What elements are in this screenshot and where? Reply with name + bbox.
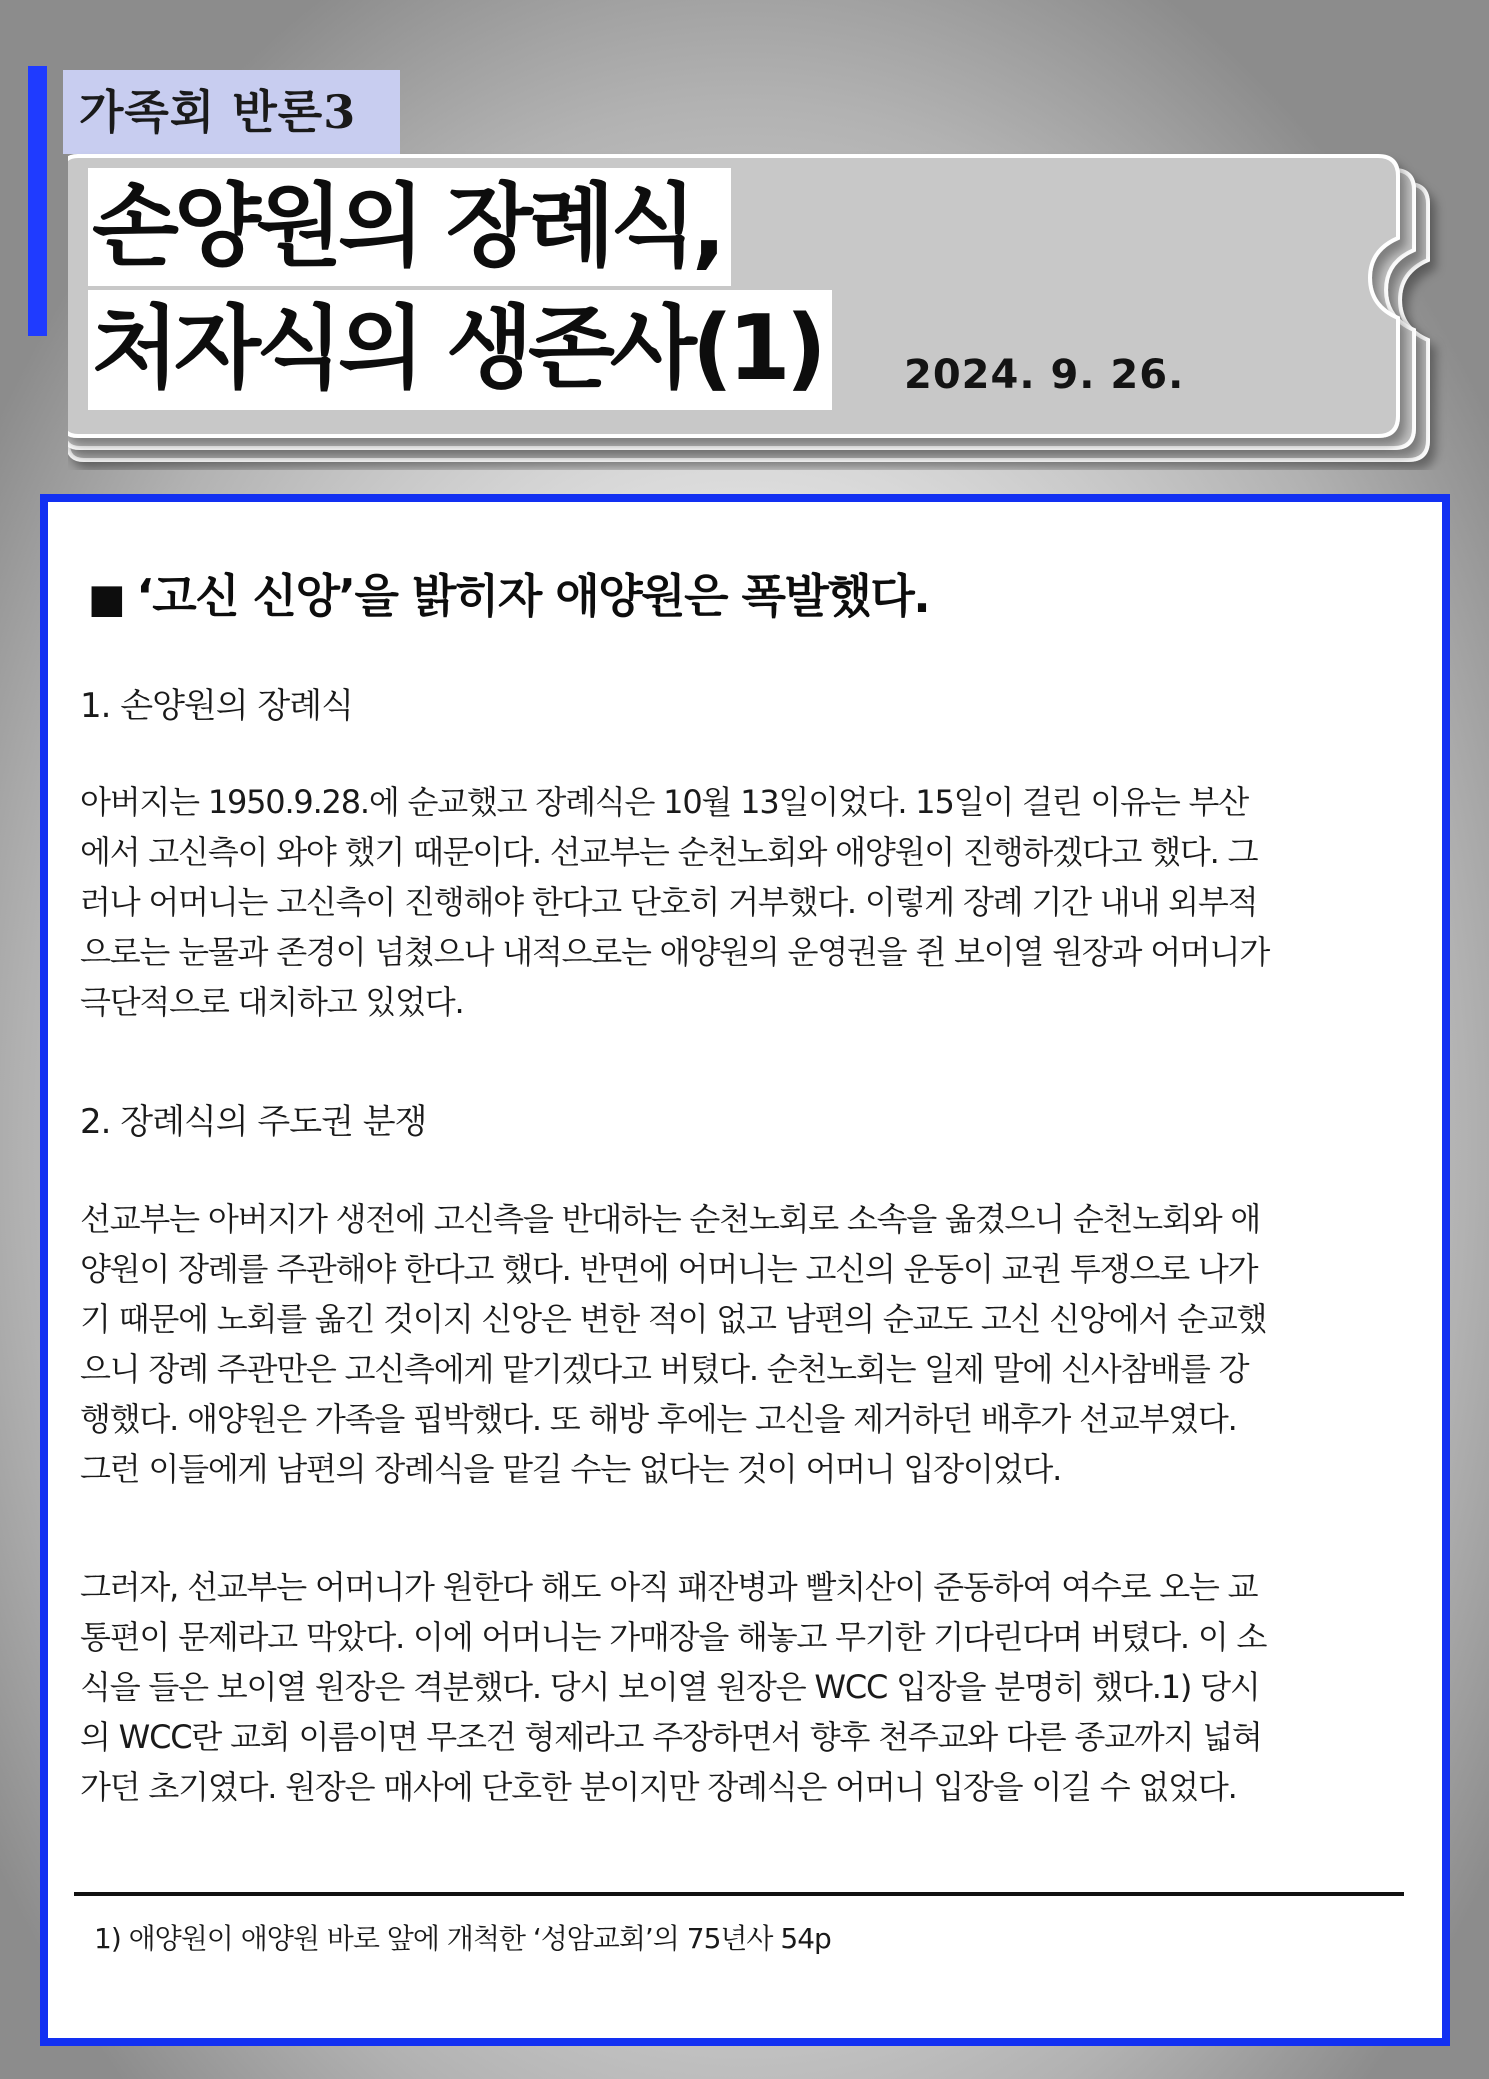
paragraph-line: 통편이 문제라고 막았다. 이에 어머니는 가매장을 해놓고 무기한 기다린다며 버텼다. 이 소 bbox=[80, 1618, 1267, 1656]
section1-title: 1. 손양원의 장례식 bbox=[80, 686, 353, 726]
paragraph-line: 그런 이들에게 남편의 장례식을 맡길 수는 없다는 것이 어머니 입장이었다. bbox=[80, 1450, 1062, 1488]
paragraph-line: 선교부는 아버지가 생전에 고신측을 반대하는 순천노회로 소속을 옮겼으니 순천노회와 애 bbox=[80, 1200, 1261, 1238]
title-line-2: 처자식의 생존사(1) bbox=[88, 290, 832, 410]
accent-bar bbox=[28, 66, 47, 336]
paragraph-line: 으니 장례 주관만은 고신측에게 맡기겠다고 버텼다. 순천노회는 일제 말에 신사참배를 강 bbox=[80, 1350, 1249, 1388]
section2-paragraph-2 bbox=[80, 1562, 1420, 1812]
section1-paragraph bbox=[80, 777, 1420, 1027]
section2-paragraph-1 bbox=[80, 1194, 1420, 1494]
publish-date: 2024. 9. 26. bbox=[904, 352, 1185, 398]
paragraph-line: 식을 들은 보이열 원장은 격분했다. 당시 보이열 원장은 WCC 입장을 분명히 했다.1) 당시 bbox=[80, 1668, 1260, 1706]
footnote: 1) 애양원이 애양원 바로 앞에 개척한 ‘성암교회’의 75년사 54p bbox=[94, 1922, 831, 1955]
series-label: 가족회 반론3 bbox=[63, 70, 400, 154]
section2-title: 2. 장례식의 주도권 분쟁 bbox=[80, 1102, 427, 1142]
paragraph-line: 으로는 눈물과 존경이 넘쳤으나 내적으로는 애양원의 운영권을 쥔 보이열 원장과 어머니가 bbox=[80, 933, 1270, 971]
content-box bbox=[40, 494, 1450, 2046]
paragraph-line: 아버지는 1950.9.28.에 순교했고 장례식은 10월 13일이었다. 15일이 걸린 이유는 부산 bbox=[80, 783, 1248, 821]
heading-square-marker: ■ bbox=[88, 576, 125, 622]
footnote-divider bbox=[74, 1892, 1404, 1896]
paragraph-line: 의 WCC란 교회 이름이면 무조건 형제라고 주장하면서 향후 천주교와 다른 종교까지 넓혀 bbox=[80, 1718, 1262, 1756]
paragraph-line: 양원이 장례를 주관해야 한다고 했다. 반면에 어머니는 고신의 운동이 교권 투쟁으로 나가 bbox=[80, 1250, 1258, 1288]
paragraph-line: 에서 고신측이 와야 했기 때문이다. 선교부는 순천노회와 애양원이 진행하겠다고 했다. 그 bbox=[80, 833, 1258, 871]
section-heading bbox=[88, 560, 929, 626]
paragraph-line: 기 때문에 노회를 옮긴 것이지 신앙은 변한 적이 없고 남편의 순교도 고신 신앙에서 순교했 bbox=[80, 1300, 1267, 1338]
paragraph-line: 그러자, 선교부는 어머니가 원한다 해도 아직 패잔병과 빨치산이 준동하여 여수로 오는 교 bbox=[80, 1568, 1258, 1606]
heading-text: ‘고신 신앙’을 밝히자 애양원은 폭발했다. bbox=[136, 569, 930, 623]
title-line-1: 손양원의 장례식, bbox=[88, 168, 731, 286]
paragraph-line: 러나 어머니는 고신측이 진행해야 한다고 단호히 거부했다. 이렇게 장례 기간 내내 외부적 bbox=[80, 883, 1258, 921]
paragraph-line: 행했다. 애양원은 가족을 핍박했다. 또 해방 후에는 고신을 제거하던 배후가 선교부였다. bbox=[80, 1400, 1237, 1438]
paragraph-line: 가던 초기였다. 원장은 매사에 단호한 분이지만 장례식은 어머니 입장을 이길 수 없었다. bbox=[80, 1768, 1237, 1806]
paragraph-line: 극단적으로 대치하고 있었다. bbox=[80, 983, 464, 1021]
